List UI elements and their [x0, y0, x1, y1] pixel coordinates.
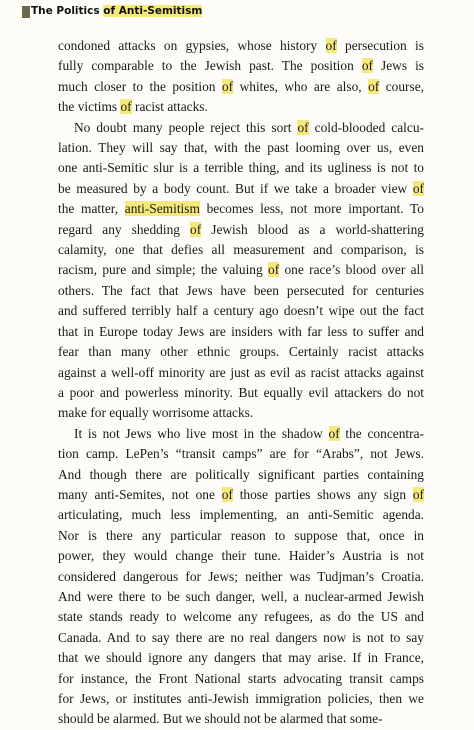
text-run: whites, who are also, [233, 78, 369, 94]
text-run: lation. They will say that, with the past looming over us, even [58, 140, 424, 156]
text-run: Jewish blood as a world-shattering [201, 221, 424, 237]
text-run: racism, pure and simple; the valuing [58, 262, 269, 278]
text-line [58, 689, 424, 709]
text-line [58, 424, 424, 444]
text-run: tion camp. LePen’s “transit camps” are for “Arabs”, not Jews. [58, 446, 424, 462]
highlighted-term: of [368, 78, 380, 94]
text-run: that we should ignore any dangers that may arise. If in France, [58, 650, 424, 666]
text-run: state stands ready to welcome any refugees, as do the US and [58, 609, 424, 625]
text-line [58, 220, 424, 240]
text-line [58, 628, 424, 648]
text-run: others. The fact that Jews have been persecuted for centuries [58, 282, 424, 298]
text-line [58, 403, 424, 423]
highlighted-term: of [297, 119, 309, 135]
text-run: much closer to the position [58, 78, 222, 94]
text-run: make for equally worrisome attacks. [58, 405, 254, 421]
text-run: condoned attacks on gypsies, whose history [58, 38, 326, 53]
running-head [31, 5, 202, 17]
text-line [58, 240, 424, 260]
highlighted-term: of [328, 425, 340, 441]
text-line [58, 546, 424, 566]
text-line [58, 669, 424, 689]
text-run: persecution is [336, 38, 424, 53]
paragraph [58, 36, 424, 118]
text-run: considered dangerous for Jews; neither was Tudjman’s Croatia. [58, 568, 424, 584]
text-line [58, 709, 424, 729]
text-line [58, 383, 424, 403]
highlighted-term: anti-Semitism [124, 201, 200, 217]
text-line [58, 485, 424, 505]
text-run: racist attacks. [131, 99, 208, 115]
highlighted-term: of [190, 221, 202, 237]
highlighted-term: of [120, 99, 132, 115]
text-run: should be alarmed. But we should not be alarmed that some- [58, 711, 383, 727]
highlighted-term: of [268, 262, 280, 278]
text-run: that in Europe today Jews are insiders with far less to suffer and [58, 323, 424, 339]
text-run: fear than many other ethnic groups. Certainly racist attacks [58, 344, 424, 360]
paragraph [58, 118, 424, 424]
text-line [58, 260, 424, 280]
running-head-prefix: The Politics [31, 5, 104, 17]
text-run: It is not Jews who live most in the shadow [74, 425, 329, 441]
text-line [58, 281, 424, 301]
text-run: be measured by a body count. But if we take a broader view [58, 180, 413, 196]
text-run: the concentra- [339, 425, 424, 441]
running-head-highlight: of Anti-Semitism [103, 5, 203, 17]
text-run: many anti-Semites, not one [58, 486, 222, 502]
page-header [0, 0, 474, 24]
text-run: calamity, one that defies all measurement and comparison, is [58, 242, 424, 258]
text-line [58, 118, 424, 138]
text-run: a poor and powerless minority. But equally evil attackers do not [58, 384, 424, 400]
text-line [58, 97, 424, 117]
highlighted-term: of [221, 486, 233, 502]
text-run: those parties shows any sign [232, 486, 413, 502]
text-line [58, 465, 424, 485]
highlighted-term: of [412, 486, 425, 502]
text-run: one anti-Semitic slur is a terrible thing, and its ugliness is not to [58, 160, 424, 176]
text-line [58, 363, 424, 383]
text-line [58, 567, 424, 587]
text-run: against a well-off minority are just as evil as racist attacks against [58, 364, 424, 380]
text-run: And were there to be such danger, well, a nuclear-armed Jewish [58, 588, 424, 604]
text-run: and suffered terribly half a century ago doesn’t wipe out the fact [58, 303, 424, 319]
highlighted-term: of [325, 38, 337, 53]
text-line [58, 36, 424, 56]
text-run: for instance, the Front National starts advocating transit camps [58, 670, 424, 686]
text-run: Nor is there any particular reason to suppose that, once in [58, 527, 424, 543]
text-run: cold-blooded calcu- [308, 119, 424, 135]
text-run: Jews is [372, 58, 425, 74]
text-line [58, 179, 424, 199]
text-line [58, 158, 424, 178]
text-line [58, 301, 424, 321]
text-run: course, [379, 78, 424, 94]
highlighted-term: of [412, 180, 424, 196]
text-run: No doubt many people reject this sort [74, 119, 298, 135]
text-run: fully comparable to the Jewish past. The position [58, 58, 362, 74]
highlighted-term: of [221, 78, 234, 94]
text-line [58, 607, 424, 627]
text-run: power, they would change their tune. Haider’s Austria is not [58, 548, 424, 564]
text-run: becomes less, not more important. To [199, 201, 424, 217]
text-line [58, 77, 424, 97]
paragraph [58, 424, 424, 730]
text-run: Canada. And to say there are no real dangers now is not to say [58, 629, 424, 645]
text-line [58, 444, 424, 464]
text-line [58, 648, 424, 668]
text-run: the matter, [58, 201, 125, 217]
text-line [58, 199, 424, 219]
text-line [58, 56, 424, 76]
text-line [58, 322, 424, 342]
text-line [58, 342, 424, 362]
text-run: And though there are politically significant parties containing [58, 466, 424, 482]
header-marker-bar [22, 6, 30, 18]
highlighted-term: of [361, 58, 373, 74]
text-line [58, 138, 424, 158]
text-run: for Jews, or institutes anti-Jewish immigration policies, then we [58, 691, 424, 706]
text-line [58, 587, 424, 607]
text-run: the victims [58, 99, 121, 115]
text-line [58, 526, 424, 546]
text-run: one race’s blood over all [279, 262, 424, 278]
text-run: articulating, much less implementing, an anti-Semitic agenda. [58, 507, 424, 523]
text-line [58, 505, 424, 525]
body-text [58, 36, 424, 730]
text-run: regard any shedding [58, 221, 191, 237]
